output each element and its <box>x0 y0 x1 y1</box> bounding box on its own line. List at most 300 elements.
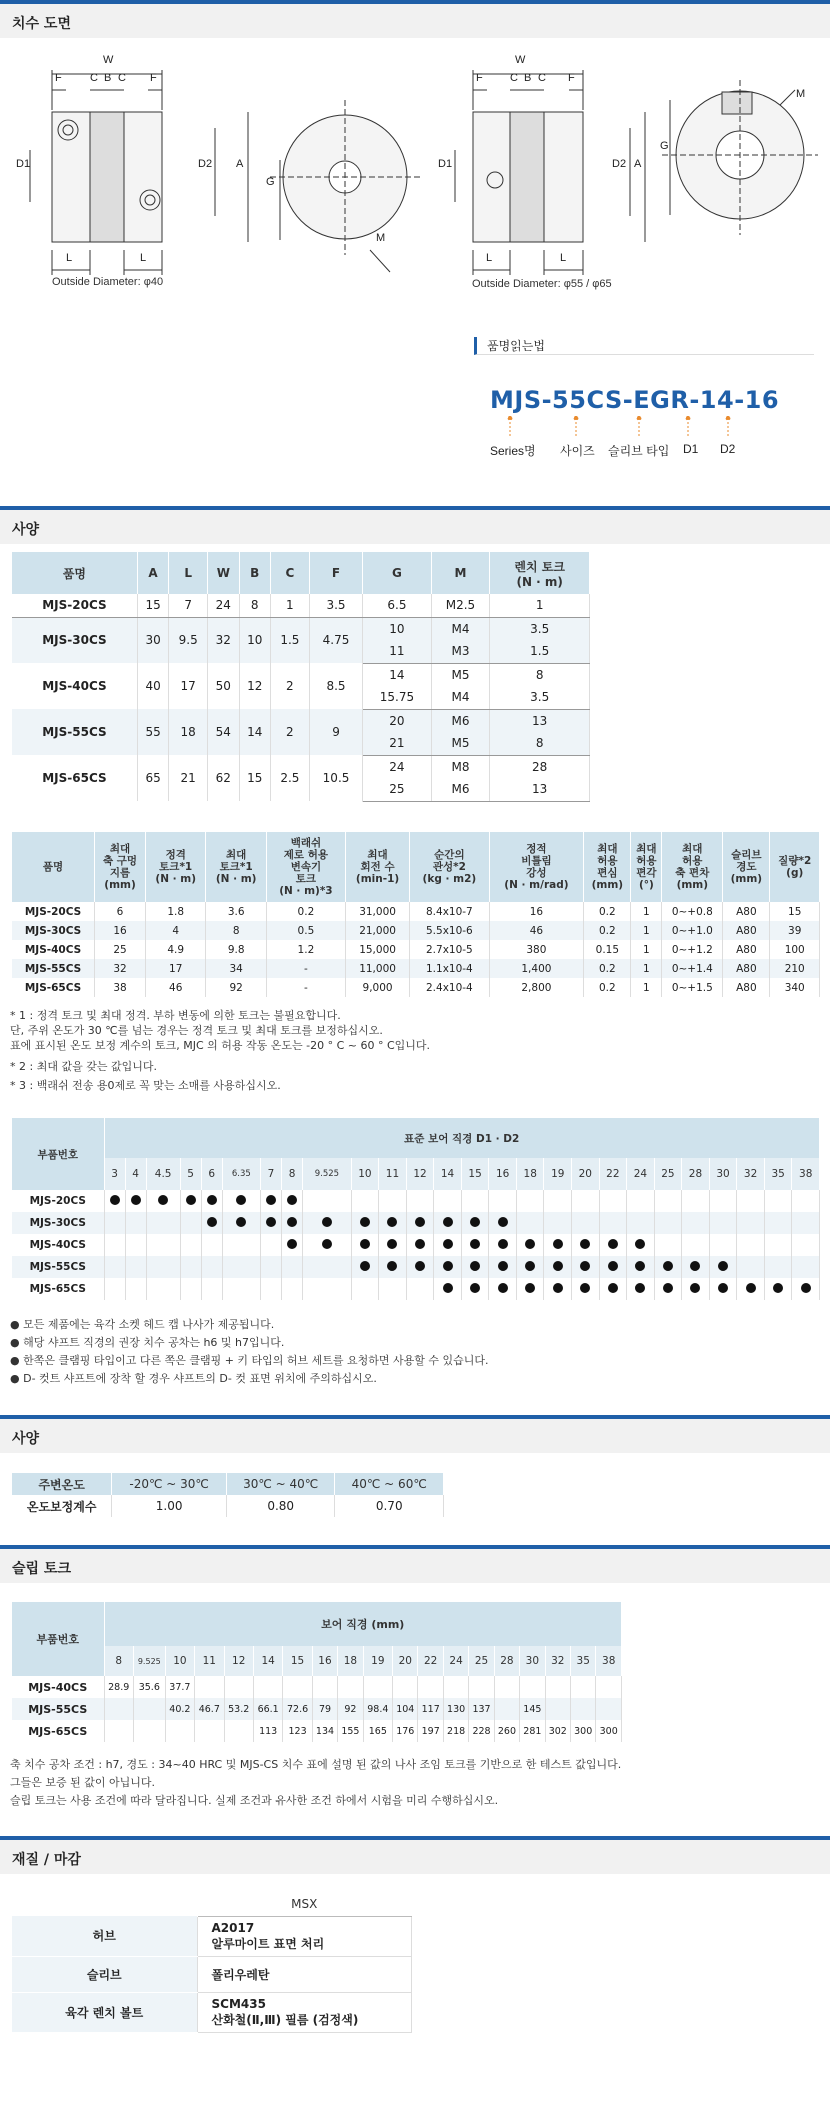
caption-left: Outside Diameter: φ40 <box>52 276 164 288</box>
table-cell <box>596 1676 622 1698</box>
table-row <box>12 663 590 686</box>
table-cell: 8 <box>490 663 590 686</box>
table-cell <box>146 1234 180 1256</box>
table-cell: 0~+1.5 <box>662 978 723 997</box>
table-cell <box>682 1256 710 1278</box>
table-cell: 8 <box>239 594 270 617</box>
table-cell: MJS-40CS <box>12 940 95 959</box>
size-header: 14 <box>253 1646 282 1676</box>
table-cell: 21 <box>169 755 208 801</box>
availability-dot <box>287 1195 297 1205</box>
table-cell <box>393 1676 418 1698</box>
table-cell: 4.9 <box>145 940 205 959</box>
label-c-left: C <box>90 72 98 84</box>
table-cell <box>283 1676 312 1698</box>
table-cell <box>516 1190 544 1212</box>
size-header: 20 <box>393 1646 418 1676</box>
table-cell <box>146 1278 180 1300</box>
part-number: MJS-55CS <box>12 709 137 755</box>
table-cell <box>461 1190 489 1212</box>
naming-title: 품명읽는법 <box>474 337 814 355</box>
size-header: 15 <box>461 1158 489 1190</box>
table-cell <box>599 1190 627 1212</box>
t2-header: 최대 회전 수 (min-1) <box>345 832 409 902</box>
table-cell <box>434 1190 462 1212</box>
table-cell: 17 <box>145 959 205 978</box>
table-cell: M5 <box>431 732 490 755</box>
table-cell: 0~+1.4 <box>662 959 723 978</box>
table-cell <box>434 1212 462 1234</box>
size-header: 9.525 <box>303 1158 352 1190</box>
size-header: 28 <box>682 1158 710 1190</box>
group-header: 보어 직경 (mm) <box>104 1602 622 1646</box>
availability-dot <box>158 1195 168 1205</box>
table-cell <box>180 1212 201 1234</box>
table-cell: 0.5 <box>266 921 345 940</box>
table-cell: A80 <box>723 959 770 978</box>
size-header: 18 <box>516 1158 544 1190</box>
table-cell: 8 <box>206 921 266 940</box>
table-cell: - <box>266 978 345 997</box>
table-cell <box>599 1256 627 1278</box>
t4-header: 30℃ ~ 40℃ <box>226 1473 335 1495</box>
label-c2-right: C <box>538 72 546 84</box>
note-line: 슬립 토크는 사용 조건에 따라 달라집니다. 실제 조건과 유사한 조건 하에서 시험을 미리 수행하십시오. <box>10 1794 499 1807</box>
table-cell: 113 <box>253 1720 282 1742</box>
table-cell <box>195 1676 224 1698</box>
table-cell <box>627 1256 655 1278</box>
size-header: 4.5 <box>146 1158 180 1190</box>
availability-dot <box>207 1217 217 1227</box>
table-cell: M6 <box>431 709 490 732</box>
size-header: 24 <box>627 1158 655 1190</box>
part-number: MJS-65CS <box>12 1278 104 1300</box>
part-number: MJS-20CS <box>12 594 137 617</box>
t2-header: 순간의 관성*2 (kg · m2) <box>410 832 489 902</box>
table-cell <box>572 1234 600 1256</box>
label-c2-left: C <box>118 72 126 84</box>
table-cell <box>520 1676 545 1698</box>
size-header: 38 <box>596 1646 622 1676</box>
availability-dot <box>470 1217 480 1227</box>
size-header: 4 <box>125 1158 146 1190</box>
table-cell: 0.2 <box>266 902 345 921</box>
size-header: 6.35 <box>222 1158 260 1190</box>
table-cell: 11 <box>363 640 431 663</box>
table-cell <box>146 1212 180 1234</box>
part-number: MJS-55CS <box>12 1256 104 1278</box>
table-cell: 65 <box>137 755 168 801</box>
bore-size-table <box>12 1118 820 1300</box>
table-cell: 3.6 <box>206 902 266 921</box>
table-cell: 1 <box>270 594 309 617</box>
table-cell: 18 <box>169 709 208 755</box>
table-cell <box>201 1212 222 1234</box>
t4-header: 주변온도 <box>12 1473 112 1495</box>
table-cell <box>544 1278 572 1300</box>
slip-notes <box>0 1756 830 1810</box>
table-cell <box>571 1698 596 1720</box>
table-cell <box>222 1256 260 1278</box>
table-cell: 50 <box>208 663 239 709</box>
part-header: 부품번호 <box>12 1602 104 1676</box>
part-number: MJS-30CS <box>12 1212 104 1234</box>
label-l2-right: L <box>560 252 567 264</box>
availability-dot <box>415 1261 425 1271</box>
t2-header: 정격 토크*1 (N · m) <box>145 832 205 902</box>
table-cell: 1.00 <box>112 1495 227 1517</box>
part-number: MJS-55CS <box>12 1698 104 1720</box>
size-header: 15 <box>283 1646 312 1676</box>
table-cell: 0.2 <box>584 921 631 940</box>
table-cell <box>434 1234 462 1256</box>
table-row <box>12 902 820 921</box>
table-cell: 17 <box>169 663 208 709</box>
table-cell <box>180 1278 201 1300</box>
table-cell: - <box>266 959 345 978</box>
label-d1-right: D1 <box>438 158 453 170</box>
naming-part-d1: D1 <box>683 442 699 456</box>
table-cell <box>104 1234 125 1256</box>
t2-header: 백래쉬 제로 허용 변속기 토크 (N · m)*3 <box>266 832 345 902</box>
table-cell <box>125 1190 146 1212</box>
availability-dot <box>470 1283 480 1293</box>
t1-header: F <box>309 552 363 594</box>
table-cell <box>764 1256 792 1278</box>
table-cell <box>434 1256 462 1278</box>
table-cell <box>165 1720 194 1742</box>
size-header: 24 <box>443 1646 468 1676</box>
table-cell <box>792 1190 820 1212</box>
table-cell: 9.5 <box>169 617 208 663</box>
table-cell <box>338 1676 363 1698</box>
table-cell <box>406 1212 434 1234</box>
table-cell: 24 <box>363 755 431 778</box>
availability-dot <box>498 1261 508 1271</box>
availability-dot <box>207 1195 217 1205</box>
table-cell <box>792 1278 820 1300</box>
table-cell <box>104 1278 125 1300</box>
availability-dot <box>443 1239 453 1249</box>
table-cell: MJS-20CS <box>12 902 95 921</box>
availability-dot <box>360 1261 370 1271</box>
table-cell <box>222 1234 260 1256</box>
availability-dot <box>266 1217 276 1227</box>
table-cell: 25 <box>363 778 431 801</box>
size-header: 11 <box>379 1158 407 1190</box>
availability-dot <box>746 1283 756 1293</box>
availability-dot <box>525 1239 535 1249</box>
note-line: ● 해당 샤프트 직경의 권장 치수 공차는 h6 및 h7입니다. <box>10 1336 285 1349</box>
table-cell: 92 <box>338 1698 363 1720</box>
table-cell <box>201 1190 222 1212</box>
table-cell <box>260 1212 281 1234</box>
material-name: 허브 <box>12 1916 197 1956</box>
table-row <box>12 1495 444 1517</box>
table-cell: M6 <box>431 778 490 801</box>
t1-header: B <box>239 552 270 594</box>
table-cell <box>516 1256 544 1278</box>
material-value <box>197 1916 412 1956</box>
table-cell: 13 <box>490 709 590 732</box>
size-header: 8 <box>282 1158 303 1190</box>
availability-dot <box>498 1239 508 1249</box>
availability-dot <box>110 1195 120 1205</box>
table-cell <box>489 1278 517 1300</box>
table-row <box>12 1916 412 1956</box>
table-cell: MJS-65CS <box>12 978 95 997</box>
note-line: ● D- 컷트 샤프트에 장착 할 경우 샤프트의 D- 컷 표면 위치에 주의하십시오. <box>10 1372 377 1385</box>
table-cell: 1 <box>631 959 662 978</box>
naming-part-size: 사이즈 <box>560 444 595 458</box>
table-cell: 1.5 <box>490 640 590 663</box>
table-cell: 15 <box>770 902 820 921</box>
size-header: 5 <box>180 1158 201 1190</box>
table-cell: 1 <box>490 594 590 617</box>
bore-notes <box>0 1316 830 1388</box>
table-cell <box>627 1278 655 1300</box>
table-cell <box>379 1190 407 1212</box>
table-row <box>12 1720 622 1742</box>
table-row <box>12 1190 820 1212</box>
naming-connectors <box>490 416 750 440</box>
table-cell <box>709 1212 737 1234</box>
table-row <box>12 617 590 640</box>
table-cell <box>469 1676 494 1698</box>
table-cell <box>544 1256 572 1278</box>
table-cell: 134 <box>312 1720 337 1742</box>
table-cell: MJS-55CS <box>12 959 95 978</box>
t1-header: G <box>363 552 431 594</box>
table-cell <box>282 1278 303 1300</box>
table-cell <box>737 1190 765 1212</box>
table-cell <box>627 1190 655 1212</box>
table-cell: 9 <box>309 709 363 755</box>
table-cell: 32 <box>208 617 239 663</box>
table-cell <box>627 1212 655 1234</box>
table-cell: 176 <box>393 1720 418 1742</box>
material-line: 산화철(Ⅱ,Ⅲ) 필름 (검정색) <box>211 2012 359 2027</box>
label-f-left: F <box>55 72 62 84</box>
dimension-table <box>12 552 590 802</box>
note-line: * 3 : 백래쉬 전송 용0제로 꼭 맞는 소매를 사용하십시오. <box>10 1079 281 1092</box>
size-header: 25 <box>469 1646 494 1676</box>
table-cell <box>125 1212 146 1234</box>
table-cell: 온도보정계수 <box>12 1495 112 1517</box>
table-cell <box>682 1190 710 1212</box>
table-cell <box>104 1720 133 1742</box>
size-header: 11 <box>195 1646 224 1676</box>
table-cell: 62 <box>208 755 239 801</box>
table-row <box>12 1992 412 2032</box>
table-cell: 5.5x10-6 <box>410 921 489 940</box>
size-header: 6 <box>201 1158 222 1190</box>
temperature-table <box>12 1473 444 1517</box>
note-line: * 1 : 정격 토크 및 최대 정격. 부하 변동에 의한 토크는 불필요합니다. <box>10 1009 341 1022</box>
table-cell <box>282 1190 303 1212</box>
table-cell <box>224 1720 253 1742</box>
size-header: 16 <box>312 1646 337 1676</box>
table-cell: 11,000 <box>345 959 409 978</box>
part-number: MJS-40CS <box>12 1234 104 1256</box>
table-cell <box>489 1212 517 1234</box>
table-cell <box>709 1234 737 1256</box>
t1-header: C <box>270 552 309 594</box>
table-cell <box>406 1190 434 1212</box>
table-cell: M3 <box>431 640 490 663</box>
table-cell: 1.1x10-4 <box>410 959 489 978</box>
table-cell <box>379 1212 407 1234</box>
table-cell <box>418 1676 443 1698</box>
table-cell <box>125 1256 146 1278</box>
table-cell <box>461 1256 489 1278</box>
table-cell: 0.2 <box>584 902 631 921</box>
availability-dot <box>580 1261 590 1271</box>
table-cell: 137 <box>469 1698 494 1720</box>
table-cell <box>489 1190 517 1212</box>
table-cell <box>351 1234 379 1256</box>
t1-header: M <box>431 552 490 594</box>
table-cell <box>544 1190 572 1212</box>
label-w-right: W <box>515 54 526 66</box>
table-cell: 1 <box>631 921 662 940</box>
table-cell <box>599 1234 627 1256</box>
size-header: 19 <box>363 1646 392 1676</box>
availability-dot <box>690 1283 700 1293</box>
availability-dot <box>322 1217 332 1227</box>
naming-part-d2: D2 <box>720 442 736 456</box>
table-cell <box>516 1212 544 1234</box>
table-cell: 21,000 <box>345 921 409 940</box>
table-cell <box>654 1212 682 1234</box>
t1-header: A <box>137 552 168 594</box>
table-cell: 1,400 <box>489 959 584 978</box>
size-header: 32 <box>545 1646 570 1676</box>
table-cell <box>434 1278 462 1300</box>
note-line: 그들은 보증 된 값이 아닙니다. <box>10 1776 155 1789</box>
table-cell: 28.9 <box>104 1676 133 1698</box>
label-d1-left: D1 <box>16 158 31 170</box>
section-header-slip: 슬립 토크 <box>0 1545 830 1583</box>
material-blank-header <box>12 1892 197 1916</box>
table-cell <box>654 1190 682 1212</box>
table-cell: M2.5 <box>431 594 490 617</box>
availability-dot <box>443 1217 453 1227</box>
t2-header: 최대 허용 편각 (°) <box>631 832 662 902</box>
table-cell: A80 <box>723 940 770 959</box>
label-f-right: F <box>476 72 483 84</box>
part-number: MJS-20CS <box>12 1190 104 1212</box>
table-cell: 30 <box>137 617 168 663</box>
table-cell: 20 <box>363 709 431 732</box>
size-header: 25 <box>654 1158 682 1190</box>
t4-header: -20℃ ~ 30℃ <box>112 1473 227 1495</box>
availability-dot <box>773 1283 783 1293</box>
label-b-right: B <box>524 72 532 84</box>
table-cell <box>379 1256 407 1278</box>
material-header: MSX <box>197 1892 412 1916</box>
table-cell <box>201 1278 222 1300</box>
table-cell <box>572 1212 600 1234</box>
table-cell <box>461 1278 489 1300</box>
table-cell <box>654 1256 682 1278</box>
table-cell: 8.4x10-7 <box>410 902 489 921</box>
part-header: 부품번호 <box>12 1118 104 1190</box>
note-line: 표에 표시된 온도 보정 계수의 토크, MJC 의 허용 작동 온도는 -20 ° C ~ 60 ° C입니다. <box>10 1039 431 1052</box>
material-name: 육각 렌치 볼트 <box>12 1992 197 2032</box>
table-row <box>12 1234 820 1256</box>
material-value <box>197 1956 412 1992</box>
table-cell: 145 <box>520 1698 545 1720</box>
size-header: 38 <box>792 1158 820 1190</box>
table-cell: 104 <box>393 1698 418 1720</box>
table-cell <box>104 1256 125 1278</box>
table-cell: 7 <box>169 594 208 617</box>
table-cell <box>303 1190 352 1212</box>
table-cell <box>379 1278 407 1300</box>
table-cell <box>596 1698 622 1720</box>
table-cell: 21 <box>363 732 431 755</box>
availability-dot <box>608 1239 618 1249</box>
t1-header: 렌치 토크 (N · m) <box>490 552 590 594</box>
table-cell: 46.7 <box>195 1698 224 1720</box>
material-line: 폴리우레탄 <box>211 1967 270 1982</box>
table-cell: 6 <box>95 902 146 921</box>
table-cell: 218 <box>443 1720 468 1742</box>
section-header-dims: 치수 도면 <box>0 0 830 38</box>
table-cell <box>443 1676 468 1698</box>
table-cell: 302 <box>545 1720 570 1742</box>
table-cell: 66.1 <box>253 1698 282 1720</box>
table-cell <box>351 1190 379 1212</box>
table-cell <box>461 1234 489 1256</box>
table-cell <box>260 1278 281 1300</box>
availability-dot <box>553 1283 563 1293</box>
table-cell: 1.8 <box>145 902 205 921</box>
availability-dot <box>387 1217 397 1227</box>
size-header: 28 <box>494 1646 519 1676</box>
table-cell <box>222 1278 260 1300</box>
table-cell: 3.5 <box>309 594 363 617</box>
availability-dot <box>131 1195 141 1205</box>
availability-dot <box>443 1261 453 1271</box>
table-cell: 46 <box>145 978 205 997</box>
part-number: MJS-65CS <box>12 755 137 801</box>
table-cell: 380 <box>489 940 584 959</box>
table-cell <box>406 1278 434 1300</box>
t2-header: 슬리브 경도 (mm) <box>723 832 770 902</box>
label-f2-right: F <box>568 72 575 84</box>
table-cell <box>201 1234 222 1256</box>
size-header: 22 <box>418 1646 443 1676</box>
table-cell: 16 <box>95 921 146 940</box>
part-number: MJS-30CS <box>12 617 137 663</box>
size-header: 35 <box>571 1646 596 1676</box>
table-cell <box>379 1234 407 1256</box>
table-cell: 281 <box>520 1720 545 1742</box>
table-cell <box>682 1212 710 1234</box>
table-cell <box>224 1676 253 1698</box>
table-cell: A80 <box>723 978 770 997</box>
table-cell <box>282 1212 303 1234</box>
material-line: A2017 <box>211 1920 255 1935</box>
availability-dot <box>608 1261 618 1271</box>
table-cell <box>709 1278 737 1300</box>
availability-dot <box>443 1283 453 1293</box>
table-cell <box>545 1698 570 1720</box>
size-header: 14 <box>434 1158 462 1190</box>
table-cell: 46 <box>489 921 584 940</box>
